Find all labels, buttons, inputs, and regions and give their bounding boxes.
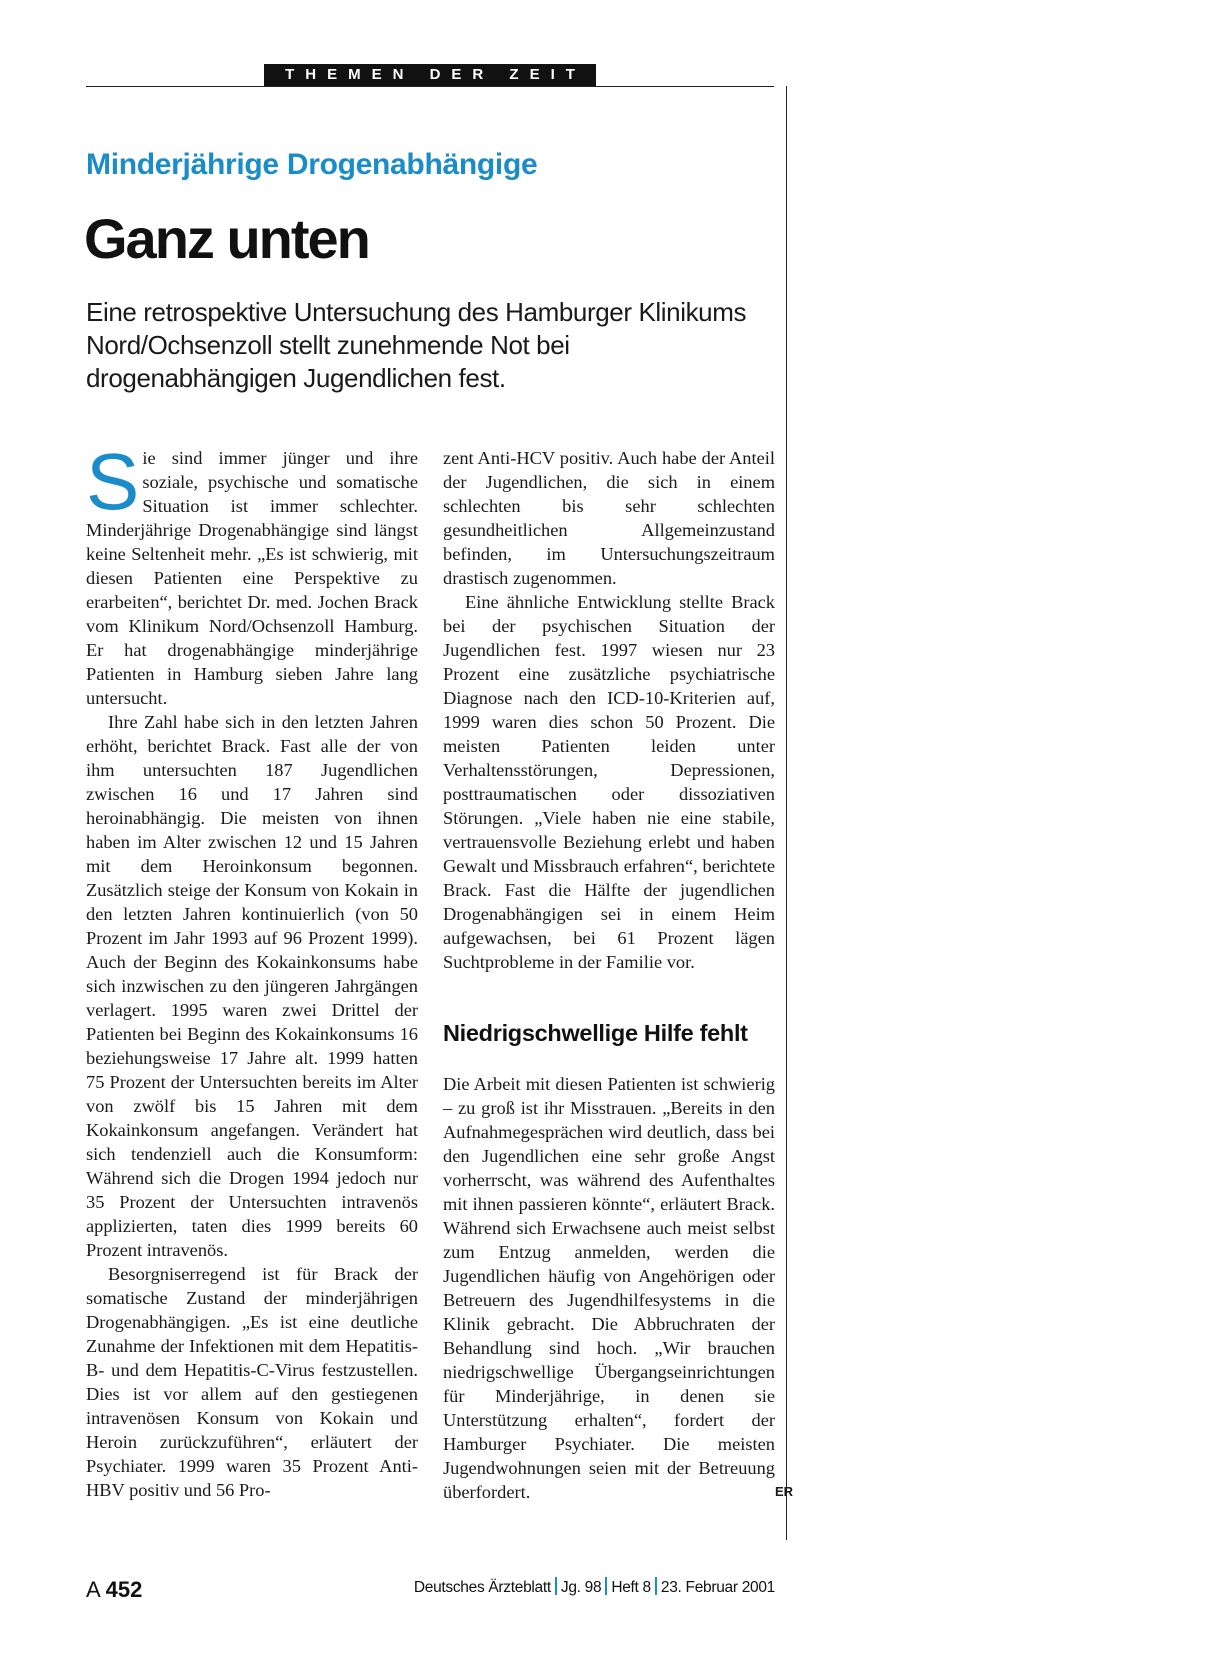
article-paragraph: Eine ähnliche Entwicklung stellte Brack bei der psychischen Situation der Jugendlichen fest. 1997 wiesen nur 23 Prozent eine zusätzliche psychiatrische Diagnose nach den ICD-10-Kriterien auf, 1999 waren dies schon 50 Prozent. Die meisten Patienten leiden unter Verhaltensstörungen, Depressionen, posttraumatischen oder dissoziativen Störungen. „Viele haben nie eine stabile, vertrauensvolle Beziehung erlebt und haben Gewalt und Missbrauch erfahren“, berichtete Brack. Fast die Hälfte der jugendlichen Drogenabhängigen sei in einem Heim aufgewachsen, bei 61 Prozent lägen Suchtprobleme in der Familie vor. [443, 592, 775, 972]
drop-cap: S [86, 437, 140, 526]
article-paragraph: zent Anti-HCV positiv. Auch habe der Anteil der Jugendlichen, die sich in einem schlechten bis sehr schlechten gesundheitlichen Allgemeinzustand befinden, im Untersuchungszeitraum drastisch zugenommen. [443, 448, 775, 588]
journal-footer: Deutsches Ärzteblatt Jg. 98 Heft 8 23. Februar 2001 [413, 1579, 775, 1596]
article-subhead: Niedrigschwellige Hilfe fehlt [443, 1020, 748, 1046]
article-deck: Eine retrospektive Untersuchung des Hamburger Klinikums Nord/Ochsenzoll stellt zunehmende Not bei drogenabhängigen Jugendlichen fest. [86, 297, 747, 393]
article-column-2 [443, 446, 793, 1504]
section-rubric: THEMEN DER ZEIT [264, 64, 596, 86]
article-paragraph: Die Arbeit mit diesen Patienten ist schwierig – zu groß ist ihr Misstrauen. „Bereits in den Aufnahmegesprächen wird deutlich, dass bei den Jugendlichen eine sehr große Angst vorherrscht, was während des Aufenthaltes mit ihnen passieren könnte“, erläutert Brack. Während sich Erwachsene auch meist selbst zum Entzug anmelden, werden die Jugendlichen häufig von Angehörigen oder Betreuern des Jugendhilfesystems in die Klinik gebracht. Die Abbruchraten der Behandlung sind hoch. „Wir brauchen niedrigschwellige Übergangseinrichtungen für Minderjährige, in denen sie Unterstützung erhalten“, fordert der Hamburger Psychiater. Die meisten Jugendwohnungen seien mit der Betreuung überfordert. ER [443, 1074, 793, 1502]
article-paragraph: Sie sind immer jünger und ihre soziale, psychische und somatische Situation ist immer schlechter. Minderjährige Drogenabhängige sind längst keine Seltenheit mehr. „Es ist schwierig, mit diesen Patienten eine Perspektive zu erarbeiten“, berichtet Dr. med. Jochen Brack vom Klinikum Nord/Ochsenzoll Hamburg. Er hat drogenabhängige minderjährige Patienten in Hamburg sieben Jahre lang untersucht. [86, 437, 418, 708]
article-kicker: Minderjährige Drogenabhängige [86, 148, 538, 181]
rubric-rule [86, 86, 774, 87]
column-rule [786, 86, 787, 1540]
article-column-1 [86, 437, 418, 1502]
article-paragraph: Ihre Zahl habe sich in den letzten Jahren erhöht, berichtet Brack. Fast alle der von ihm untersuchten 187 Jugendlichen zwischen 16 und 17 Jahren sind heroinabhängig. Die meisten von ihnen haben im Alter zwischen 12 und 15 Jahren mit dem Heroinkonsum begonnen. Zusätzlich steige der Konsum von Kokain in den letzten Jahren kontinuierlich (von 50 Prozent im Jahr 1993 auf 96 Prozent 1999). Auch der Beginn des Kokainkonsums habe sich inzwischen zu den jüngeren Jahrgängen verlagert. 1995 waren zwei Drittel der Patienten bei Beginn des Kokainkonsums 16 beziehungsweise 17 Jahre alt. 1999 hatten 75 Prozent der Untersuchten bereits im Alter von zwölf bis 15 Jahren mit dem Kokainkonsum angefangen. Verändert hat sich tendenziell auch die Konsumform: Während sich die Drogen 1994 jedoch nur 35 Prozent der Untersuchten intravenös applizierten, taten dies 1999 bereits 60 Prozent intravenös. [86, 712, 418, 1260]
page-number: A 452 [86, 1577, 143, 1602]
article-paragraph: Besorgniserregend ist für Brack der somatische Zustand der minderjährigen Drogenabhängigen. „Es ist eine deutliche Zunahme der Infektionen mit dem Hepatitis-B- und dem Hepatitis-C-Virus festzustellen. Dies ist vor allem auf den gestiegenen intravenösen Konsum von Kokain und Heroin zurückzuführen“, erläutert der Psychiater. 1999 waren 35 Prozent Anti-HBV positiv und 56 Pro- [86, 1264, 418, 1500]
author-signature: ER [774, 1484, 793, 1499]
article-headline: Ganz unten [84, 207, 369, 270]
